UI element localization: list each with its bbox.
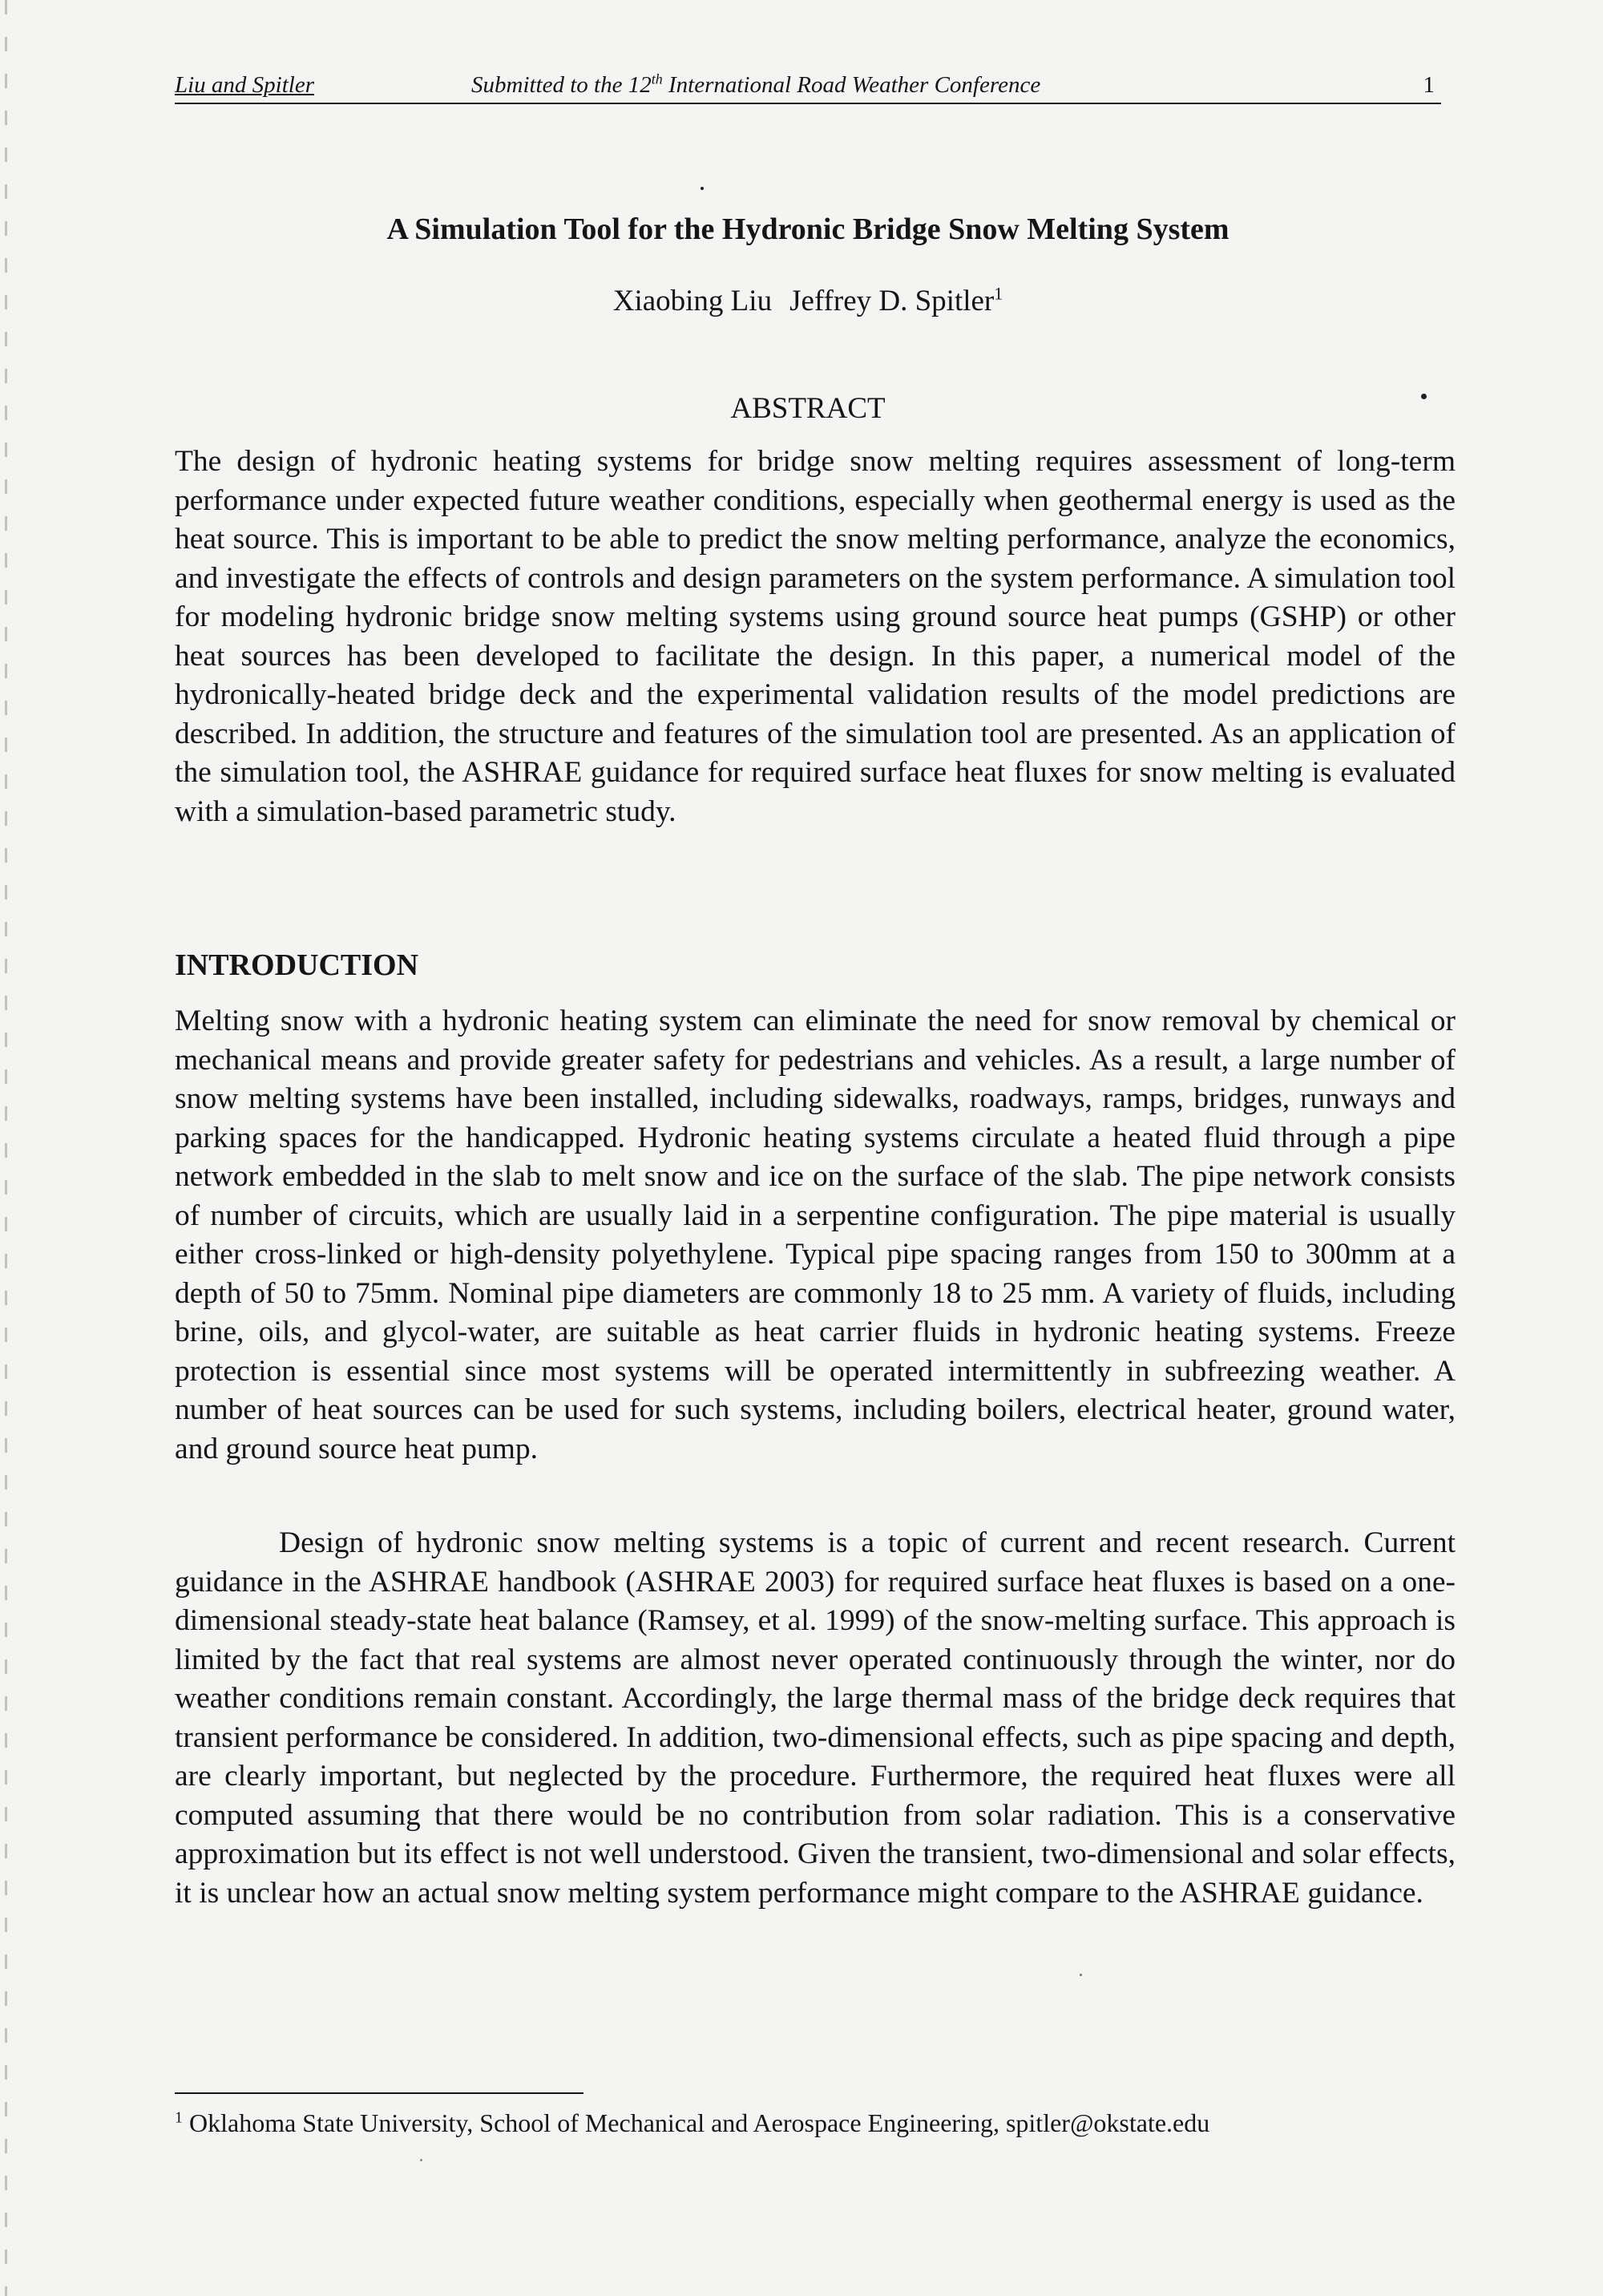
abstract-heading: ABSTRACT — [730, 392, 886, 425]
running-header — [175, 71, 1441, 104]
abstract-text: The design of hydronic heating systems for bridge snow melting requires assessment of long-term performance under expected future weather conditions, especially when geothermal energy is used as the heat source. This is important to be able to predict the snow melting performance, analyze the economics, and investigate the effects of controls and design parameters on the system performance. A simulation tool for modeling hydronic bridge snow melting systems using ground source heat pumps (GSHP) or other heat sources has been developed to facilitate the design. In this paper, a numerical model of the hydronically-heated bridge deck and the experimental validation results of the model predictions are described. In addition, the structure and features of the simulation tool are presented. As an application of the simulation tool, the ASHRAE guidance for required surface heat fluxes for snow melting is evaluated with a simulation-based parametric study. — [175, 445, 1456, 828]
paper-title: A Simulation Tool for the Hydronic Bridge Snow Melting System — [386, 212, 1230, 246]
page-number: 1 — [1423, 72, 1435, 98]
introduction-heading: INTRODUCTION — [175, 948, 419, 982]
scan-speck — [1080, 1974, 1082, 1976]
author-spitler: Jeffrey D. Spitler — [789, 285, 995, 317]
footnote-text: Oklahoma State University, School of Mechanical and Aerospace Engineering, spitler@okstate.edu — [183, 2108, 1210, 2137]
footnote-mark: 1 — [175, 2108, 183, 2127]
scan-speck — [1421, 394, 1427, 399]
header-venue-suffix: International Road Weather Conference — [662, 72, 1041, 98]
header-authors: Liu and Spitler — [175, 72, 315, 98]
header-venue-ordinal: th — [651, 71, 663, 87]
footnote-rule — [175, 2092, 583, 2094]
introduction-paragraph-1: Melting snow with a hydronic heating system can eliminate the need for snow removal by chemical or mechanical means and provide greater safety for pedestrians and vehicles. As a result, a large number of snow melting systems have been installed, including sidewalks, roadways, ramps, bridges, runways and parking spaces for the handicapped. Hydronic heating systems circulate a heated fluid through a pipe network embedded in the slab to melt snow and ice on the surface of the slab. The pipe network consists of number of circuits, which are usually laid in a serpentine configuration. The pipe material is usually either cross-linked or high-density polyethylene. Typical pipe spacing ranges from 150 to 300mm at a depth of 50 to 75mm. Nominal pipe diameters are commonly 18 to 25 mm. A variety of fluids, including brine, oils, and glycol-water, are suitable as heat carrier fluids in hydronic heating systems. Freeze protection is essential since most systems will be operated intermittently in subfreezing weather. A number of heat sources can be used for such systems, including boilers, electrical heater, ground water, and ground source heat pump. — [175, 1004, 1456, 1465]
byline — [175, 282, 1441, 321]
scan-speck — [701, 187, 704, 190]
header-venue — [471, 71, 1040, 99]
header-venue-prefix: Submitted to the 12 — [471, 72, 652, 98]
footnote — [175, 2107, 1457, 2139]
author-liu: Xiaobing Liu — [612, 285, 773, 317]
author-footnote-mark: 1 — [994, 283, 1003, 304]
introduction-paragraph-2: Design of hydronic snow melting systems is a topic of current and recent research. Current guidance in the ASHRAE handbook (ASHRAE 2003) for required surface heat fluxes is based on a one-dimensional steady-state heat balance (Ramsey, et al. 1999) of the snow-melting surface. This approach is limited by the fact that real systems are almost never operated continuously through the winter, nor do weather conditions remain constant. Accordingly, the large thermal mass of the bridge deck requires that transient performance be considered. In addition, two-dimensional effects, such as pipe spacing and depth, are clearly important, but neglected by the procedure. Furthermore, the required heat fluxes were all computed assuming that there would be no contribution from solar radiation. This is a conservative approximation but its effect is not well understood. Given the transient, two-dimensional and solar effects, it is unclear how an actual snow melting system performance might compare to the ASHRAE guidance. — [175, 1526, 1456, 1910]
scan-speck — [420, 2159, 422, 2161]
scan-edge-artifact — [5, 0, 7, 2296]
